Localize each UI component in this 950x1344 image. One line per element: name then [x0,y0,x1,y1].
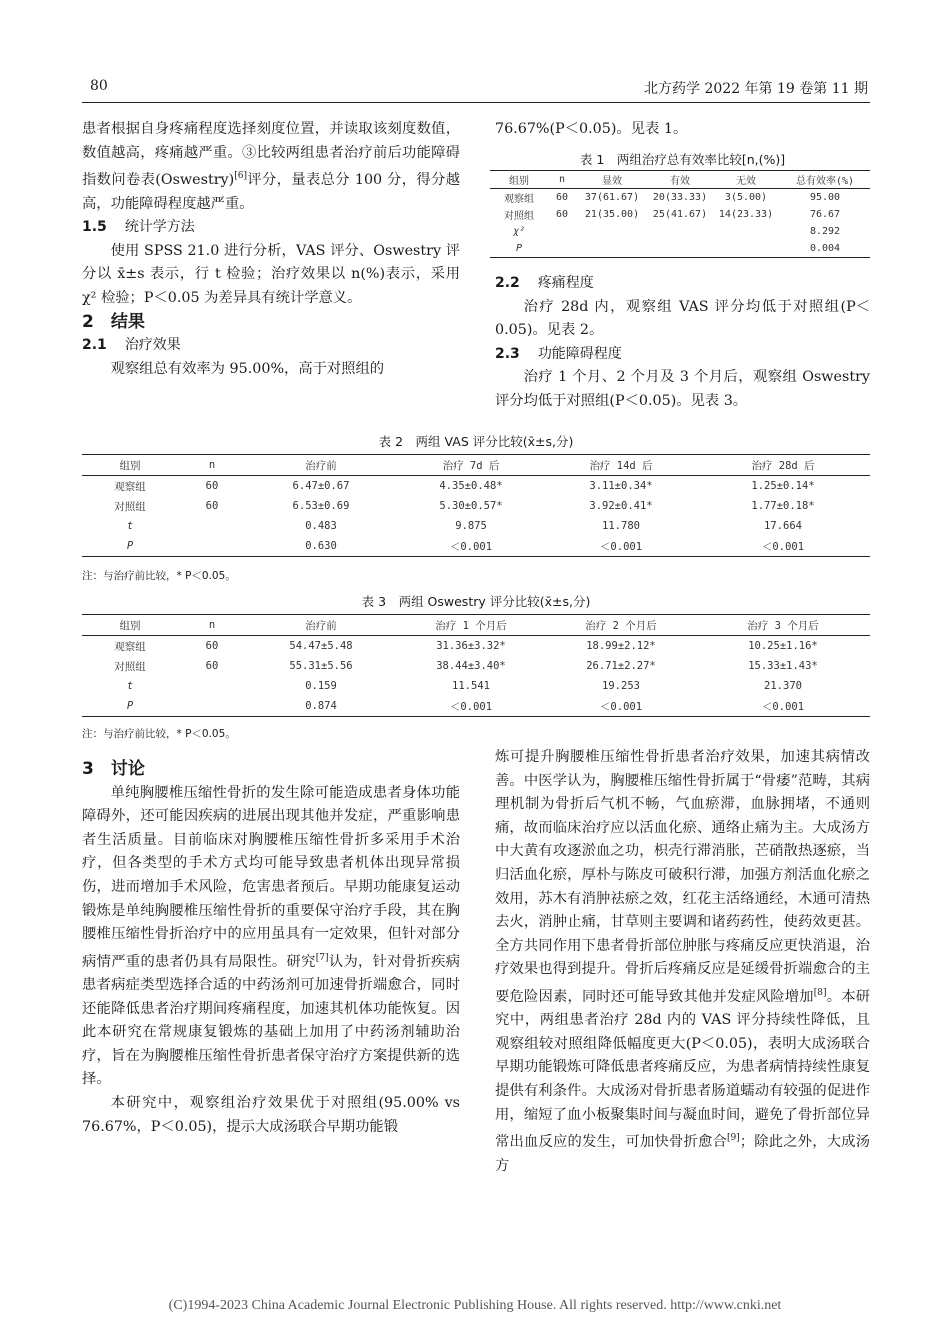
table-row [490,240,870,258]
table-cell: 21(35.00) [584,209,640,220]
table-cell: 60 [205,480,219,492]
header-rule [82,102,870,103]
table-cell: 对照组 [504,211,534,222]
table-cell: 对照组 [114,500,146,513]
table-cell: 14(23.33) [718,209,774,220]
table2-header: 治疗前 [305,459,337,472]
table-cell: 1.77±0.18* [751,500,815,512]
table-cell: 60 [205,640,219,652]
table-cell [178,696,246,717]
discussion-paragraph-3: 炼可提升胸腰椎压缩性骨折患者治疗效果，加速其病情改善。中医学认为，胸腰椎压缩性骨折属于“骨痿”范畴，其病理机制为骨折后气机不畅，气血瘀滞，血脉拥堵，不通则痛，故而临床治疗应以活血化瘀、通络止痛为主。大成汤方中大黄有攻逐淤血之功，枳壳行滞消胀，芒硝散热逐瘀，当归活血化瘀，厚朴与陈皮可破积行滞，加强方剂活血化瘀之效用，苏木有消肿祛瘀之效，红花主活络通经，木通可清热去火，消肿止痛，甘草则主要调和诸药药性，使药效更甚。全方共同作用下患者骨折部位肿胀与疼痛反应更快消退，治疗效果也得到提升。骨折后疼痛反应是延缓骨折端愈合的主要危险因素，同时还可能导致其他并发症风险增加[8]。本研究中，两组患者治疗 28d 内的 VAS 评分持续性降低，且观察组较对照组降低幅度更大(P＜0.05)，表明大成汤联合早期功能锻炼可降低患者疼痛反应，为患者病情持续性康复提供有利条件。大成汤对骨折患者肠道蠕动有较强的促进作用，缩短了血小板聚集时间与凝血时间，避免了骨折部位异常出血反应的发生，可加快骨折愈合[9]；除此之外，大成汤方 [495,749,871,1174]
table-cell: 54.47±5.48 [289,640,353,652]
table1-header: 总有效率(%) [795,176,855,187]
table-cell: 6.53±0.69 [292,500,350,512]
table-cell: 19.253 [602,680,640,692]
table2-note: 注：与治疗前比较，* P＜0.05。 [82,570,236,582]
table-cell: 17.664 [764,520,802,532]
discussion-right [495,746,870,1178]
table3-header: 治疗 3 个月后 [747,619,819,632]
table-cell: 11.780 [602,520,640,532]
table-cell: ＜0.001 [449,700,493,713]
table-cell: 37(61.67) [584,192,640,203]
table3-header: 治疗前 [305,619,337,632]
table-cell: 8.292 [809,226,841,237]
table-cell: ＜0.001 [761,540,805,553]
table-cell [648,240,712,258]
table2-header: 组别 [119,459,141,472]
table-cell: P [515,243,523,254]
right-column-top-a [495,118,870,142]
table-cell: 对照组 [114,660,146,673]
table-cell: 55.31±5.56 [289,660,353,672]
table-cell: 20(33.33) [652,192,708,203]
table-row [82,656,870,676]
table2-caption: 表 2 两组 VAS 评分比较(x̄±s,分) [378,434,574,449]
table-cell: 31.36±3.32* [436,640,506,652]
stats-paragraph: 使用 SPSS 21.0 进行分析，VAS 评分、Oswestry 评分以 x̄±s 表示，行 t 检验；治疗效果以 n(%)表示，采用 χ² 检验；P＜0.05 为差异具有统计学意义。 [82,242,460,306]
table1-header: 组别 [509,176,529,187]
table3-caption: 表 3 两组 Oswestry 评分比较(x̄±s,分) [361,594,591,609]
table-cell: t [126,680,134,692]
function-paragraph: 治疗 1 个月、2 个月及 3 个月后，观察组 Oswestry 评分均低于对照组(P＜0.05)。见表 3。 [495,369,870,409]
section-3-heading: 3 讨论 [82,759,145,779]
table-cell [178,676,246,696]
table-cell [576,240,648,258]
table2-header: 治疗 7d 后 [442,459,500,472]
table2-header: 治疗 14d 后 [589,459,653,472]
table3-note: 注：与治疗前比较，* P＜0.05。 [82,728,236,740]
table-cell: 76.67 [809,209,841,220]
table-cell: 18.99±2.12* [586,640,656,652]
table-row [82,536,870,557]
table-cell: 1.25±0.14* [751,480,815,492]
table-cell: P [126,540,134,552]
table-cell: χ² [512,226,526,237]
table-row [82,516,870,536]
table-cell: 0.483 [305,520,337,532]
table-cell [576,223,648,240]
table-cell: P [126,700,134,712]
table3-header: 治疗 2 个月后 [585,619,657,632]
table-cell: 6.47±0.67 [292,480,350,492]
table1-header: 显效 [602,176,622,187]
table-row [82,476,870,497]
table-cell: 观察组 [114,480,146,493]
table-cell [548,223,576,240]
section-2-2-heading: 2.2 疼痛程度 [495,275,594,291]
table-cell [178,516,246,536]
page-number: 80 [90,78,108,94]
section-1-5-heading: 1.5 统计学方法 [82,219,195,236]
table-cell: ＜0.001 [599,700,643,713]
table-row [82,696,870,717]
table-cell [712,223,780,240]
discussion-left [82,758,460,1139]
table-cell [178,536,246,557]
table-cell [712,240,780,258]
table-row [82,496,870,516]
table-cell: 4.35±0.48* [439,480,503,492]
table-cell: 10.25±1.16* [748,640,818,652]
table-row [490,223,870,240]
table-cell: 9.875 [455,520,487,532]
table-cell: 60 [205,500,219,512]
table-row [490,206,870,223]
table-cell: 0.630 [305,540,337,552]
method-paragraph: 患者根据自身疼痛程度选择刻度位置，并读取该刻度数值，数值越高，疼痛越严重。③比较两组患者治疗前后功能障碍指数问卷表(Oswestry)[6]评分，量表总分 100 分，得分越高，功能障碍程度越严重。 [82,121,460,212]
table3 [82,614,870,717]
table3-header: 治疗 1 个月后 [435,619,507,632]
table2 [82,454,870,557]
table1-header: n [558,174,566,185]
table-cell: 0.159 [305,680,337,692]
table-cell: 60 [555,209,569,220]
table-cell: 38.44±3.40* [436,660,506,672]
table-cell [648,223,712,240]
pain-paragraph: 治疗 28d 内，观察组 VAS 评分均低于对照组(P＜0.05)。见表 2。 [495,298,870,339]
table1-header: 有效 [670,176,690,187]
table-cell: 0.004 [809,243,841,254]
table-cell: 15.33±1.43* [748,660,818,672]
table-cell: 25(41.67) [652,209,708,220]
table3-header: n [208,619,216,631]
right-column-top-b [495,272,870,414]
copyright-footer: (C)1994-2023 China Academic Journal Electronic Publishing House. All rights reserved. http://www.cnki.net [168,1298,782,1313]
table2-header: n [208,459,216,471]
table-cell: 3(5.00) [724,192,768,203]
table-cell: ＜0.001 [449,540,493,553]
journal-info: 北方药学 2022 年第 19 卷第 11 期 [644,81,868,97]
table-cell [548,240,576,258]
table-cell: 5.30±0.57* [439,500,503,512]
table-cell: 95.00 [809,192,841,203]
table-cell: 观察组 [114,640,146,653]
table-row [490,189,870,207]
table-cell: 60 [555,192,569,203]
table-cell: 26.71±2.27* [586,660,656,672]
efficacy-paragraph: 观察组总有效率为 95.00%，高于对照组的 [110,360,385,377]
table-cell: 3.11±0.34* [589,480,653,492]
efficacy-continued: 76.67%(P＜0.05)。见表 1。 [495,121,688,137]
table-cell: 0.874 [305,700,337,712]
table2-header: 治疗 28d 后 [751,459,815,472]
table-cell: 3.92±0.41* [589,500,653,512]
table-cell: ＜0.001 [761,700,805,713]
table-row [82,676,870,696]
table-cell: 观察组 [504,194,534,205]
discussion-paragraph-1: 单纯胸腰椎压缩性骨折的发生除可能造成患者身体功能障碍外，还可能因疾病的进展出现其他并发症，严重影响患者生活质量。目前临床对胸腰椎压缩性骨折多采用手术治疗，但各类型的手术方式均可能导致患者机体出现异常损伤，进而增加手术风险，危害患者预后。早期功能康复运动锻炼是单纯胸腰椎压缩性骨折的重要保守治疗手段，其在胸腰椎压缩性骨折治疗中的应用虽具有一定效果，但针对部分病情严重的患者仍具有局限性。研究[7]认为，针对骨折疾病患者病症类型选择合适的中药汤剂可加速骨折端愈合，同时还能降低患者治疗期间疼痛程度，加速其机体功能恢复。因此本研究在常规康复锻炼的基础上加用了中药汤剂辅助治疗，旨在为胸腰椎压缩性骨折患者保守治疗方案提供新的选择。 [82,784,461,1088]
table-cell: 21.370 [764,680,802,692]
table1-caption: 表 1 两组治疗总有效率比较[n,(%)] [579,152,786,167]
table-cell: 60 [205,660,219,672]
section-2-1-heading: 2.1 治疗效果 [82,337,181,354]
left-column-top [82,118,460,381]
section-2-3-heading: 2.3 功能障碍程度 [495,345,622,362]
table3-header: 组别 [119,619,141,632]
discussion-paragraph-2: 本研究中，观察组治疗效果优于对照组(95.00% vs 76.67%，P＜0.05)，提示大成汤联合早期功能锻 [82,1095,460,1135]
table-row [82,636,870,657]
table-cell: 11.541 [452,680,490,692]
table-cell: t [126,520,134,532]
table-cell: ＜0.001 [599,540,643,553]
table1-header: 无效 [736,176,756,187]
table1 [490,170,870,258]
section-2-heading: 2 结果 [82,311,145,332]
